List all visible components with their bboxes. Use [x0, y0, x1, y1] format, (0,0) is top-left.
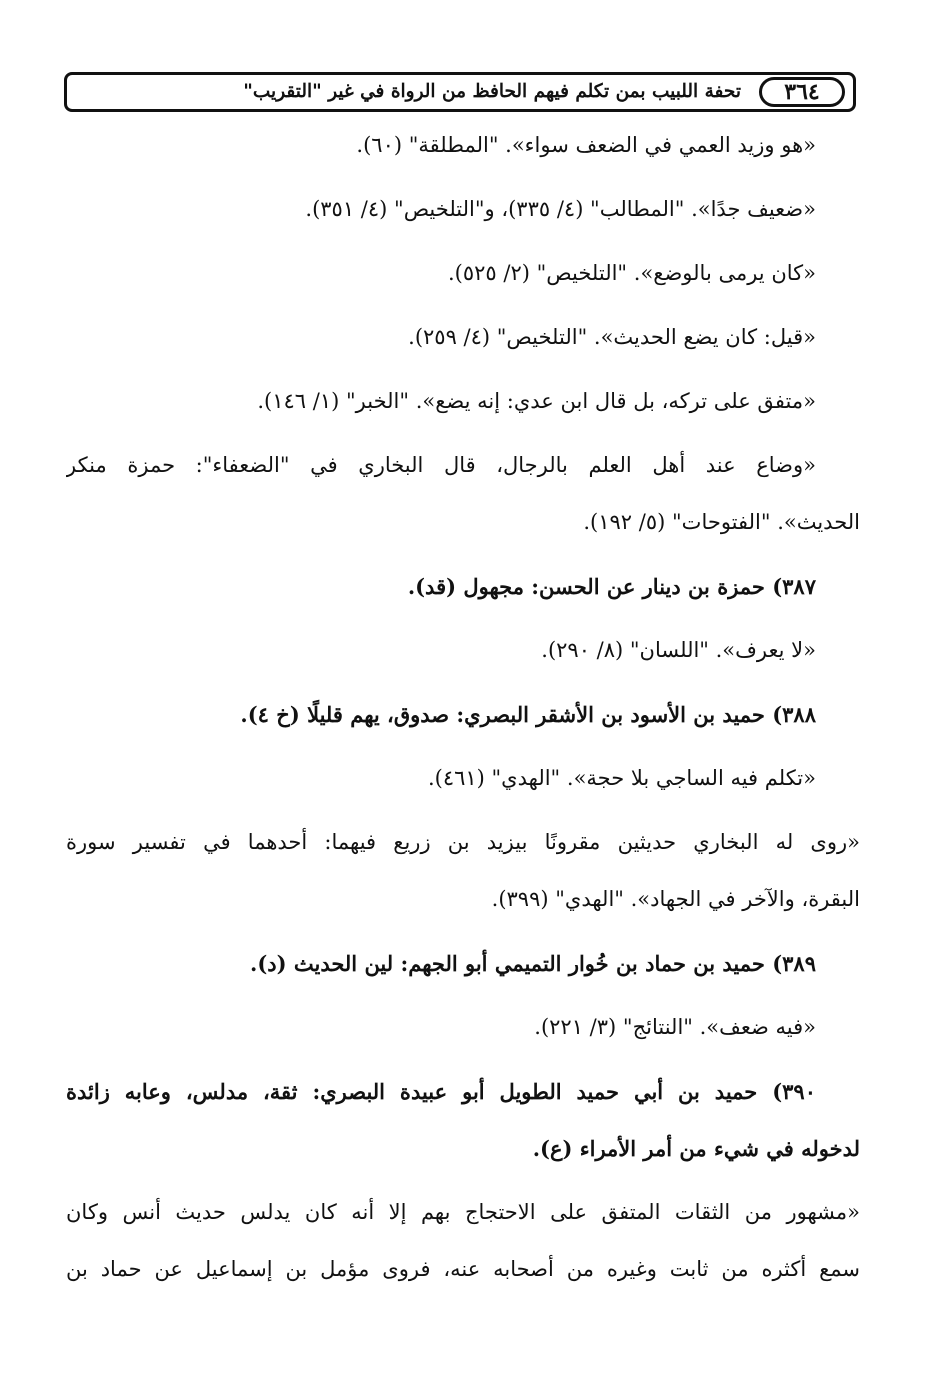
quote-line-continued: الحديث». "الفتوحات" (٥/ ١٩٢). [583, 510, 860, 534]
narrator-entry-389: ٣٨٩) حميد بن حماد بن خُوار التميمي أبو الجهم: لين الحديث (د). [250, 951, 816, 976]
quote-line: «لا يعرف». "اللسان" (٨/ ٢٩٠). [541, 638, 816, 662]
quote-line: «روى له البخاري حديثين مقرونًا بيزيد بن زريع فيهما: أحدهما في تفسير سورة [66, 830, 860, 854]
page-body [66, 128, 860, 1316]
quote-line: «قيل: كان يضع الحديث». "التلخيص" (٤/ ٢٥٩). [408, 325, 816, 349]
quote-line: «كان يرمى بالوضع». "التلخيص" (٢/ ٥٢٥). [448, 261, 816, 285]
quote-line-continued: سمع أكثره من ثابت وغيره من أصحابه عنه، فروى مؤمل بن إسماعيل عن حماد بن [66, 1257, 860, 1281]
narrator-entry-387: ٣٨٧) حمزة بن دينار عن الحسن: مجهول (قد). [407, 574, 816, 599]
quote-line: «مشهور من الثقات المتفق على الاحتجاج بهم إلا أنه كان يدلس حديث أنس وكان [66, 1200, 860, 1224]
narrator-entry-388: ٣٨٨) حميد بن الأسود بن الأشقر البصري: صدوق، يهم قليلًا (خ ٤). [240, 702, 816, 727]
quote-line: «تكلم فيه الساجي بلا حجة». "الهدي" (٤٦١). [427, 766, 816, 790]
quote-line-continued: البقرة، والآخر في الجهاد». "الهدي" (٣٩٩). [491, 887, 860, 911]
quote-line: «وضاع عند أهل العلم بالرجال، قال البخاري في "الضعفاء": حمزة منكر [66, 453, 816, 477]
quote-line: «فيه ضعف». "النتائج" (٣/ ٢٢١). [534, 1015, 816, 1039]
narrator-entry-390: ٣٩٠) حميد بن أبي حميد الطويل أبو عبيدة البصري: ثقة، مدلس، وعابه زائدة [66, 1079, 816, 1104]
quote-line: «ضعيف جدًا». "المطالب" (٤/ ٣٣٥)، و"التلخيص" (٤/ ٣٥١). [305, 197, 816, 221]
narrator-entry-390-continued: لدخوله في شيء من أمر الأمراء (ع). [532, 1136, 860, 1161]
running-title: تحفة اللبيب بمن تكلم فيهم الحافظ من الرواة في غير "التقريب" [243, 80, 741, 102]
quote-line: «هو وزيد العمي في الضعف سواء». "المطلقة" (٦٠). [356, 133, 816, 157]
page-header [64, 72, 856, 112]
page-number: ٣٦٤ [759, 77, 845, 107]
quote-line: «متفق على تركه، بل قال ابن عدي: إنه يضع». "الخبر" (١/ ١٤٦). [257, 389, 816, 413]
